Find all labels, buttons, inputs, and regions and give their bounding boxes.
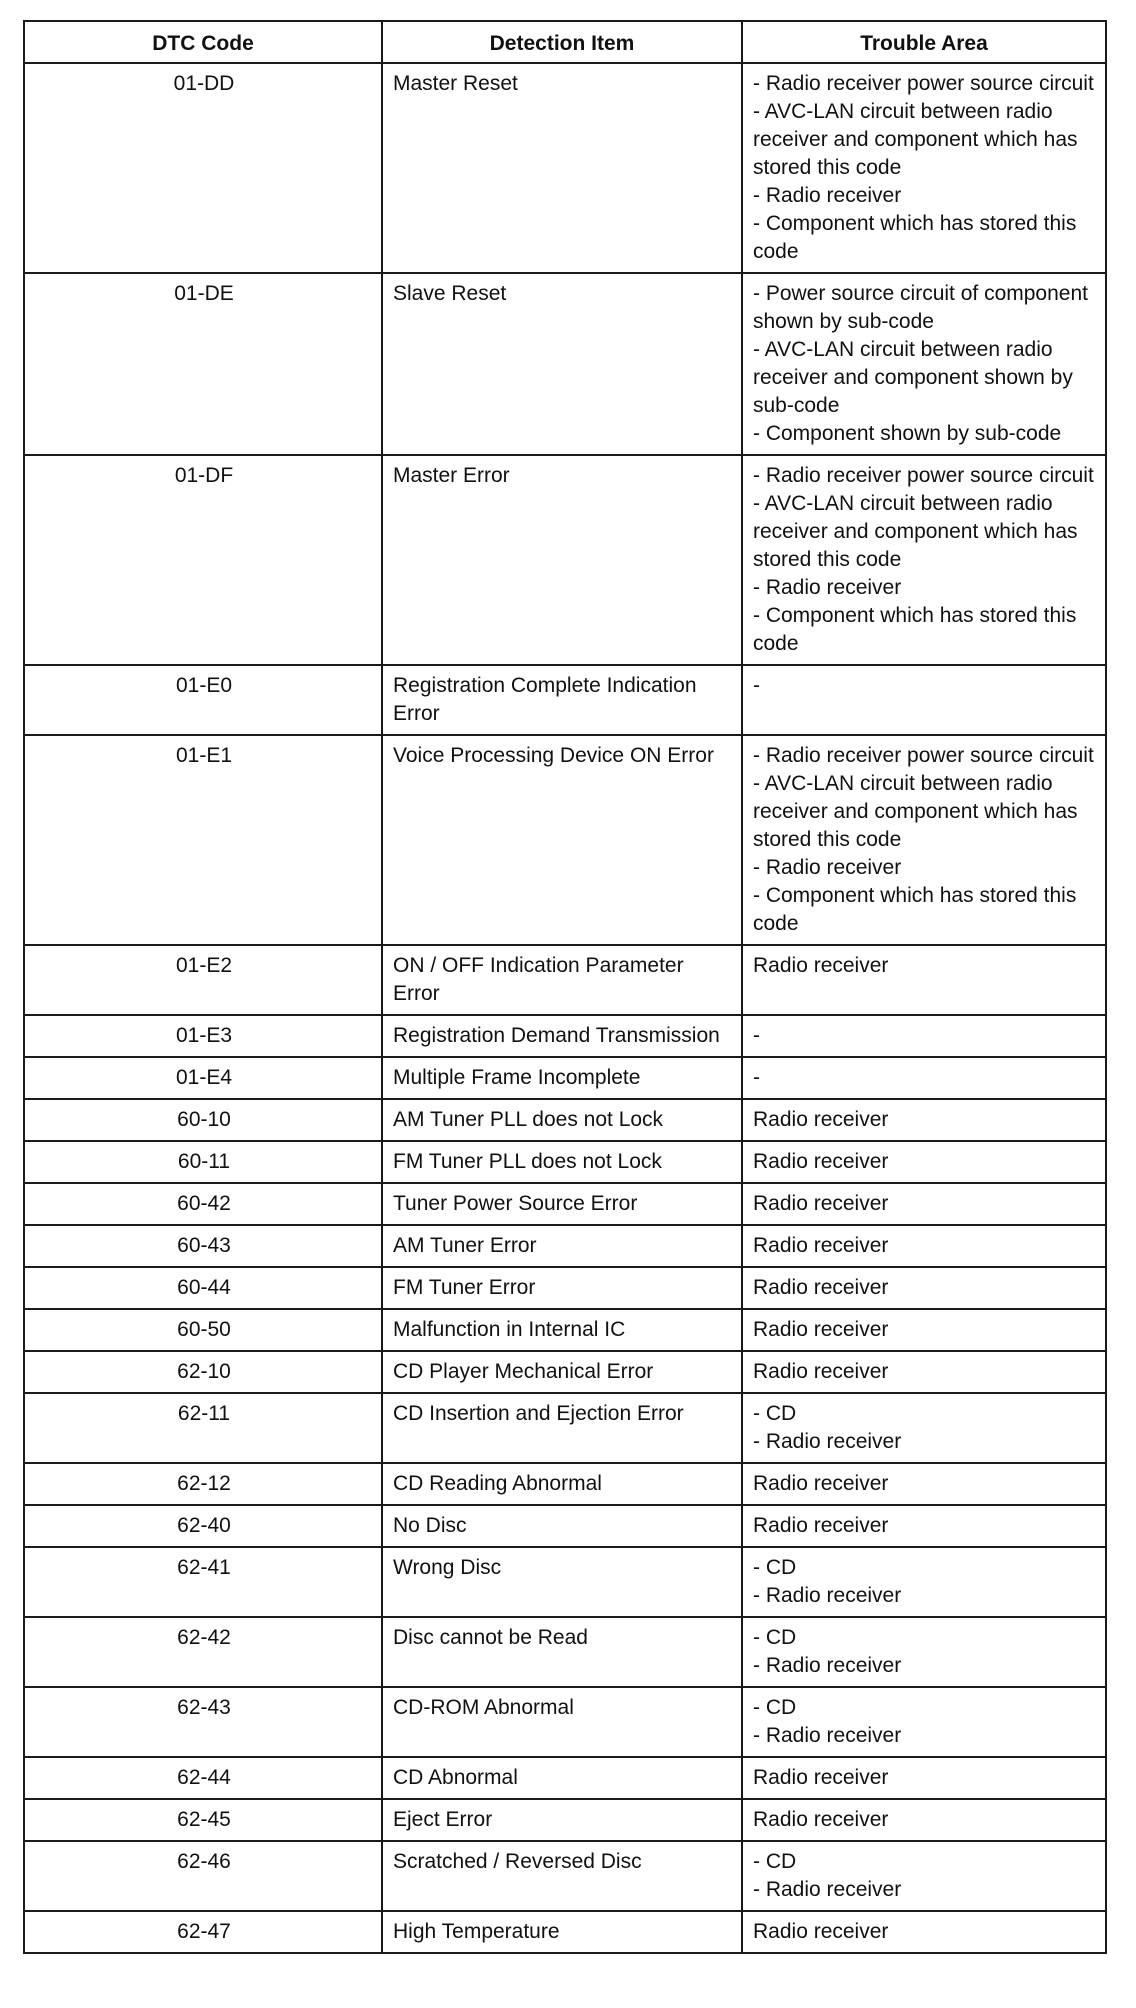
detection-item-cell: CD Insertion and Ejection Error xyxy=(382,1393,742,1463)
trouble-area-cell xyxy=(742,1225,1106,1267)
detection-item-cell: Multiple Frame Incomplete xyxy=(382,1057,742,1099)
table-row xyxy=(24,1099,1106,1141)
trouble-area-line: Radio receiver xyxy=(753,1472,889,1495)
detection-item-cell: CD-ROM Abnormal xyxy=(382,1687,742,1757)
dtc-code-cell: 01-E2 xyxy=(24,945,382,1015)
trouble-area-line: - CD xyxy=(753,1696,797,1719)
table-row xyxy=(24,1911,1106,1953)
trouble-area-cell xyxy=(742,1463,1106,1505)
detection-item-cell: Eject Error xyxy=(382,1799,742,1841)
dtc-table xyxy=(23,20,1107,1954)
dtc-code-cell: 62-12 xyxy=(24,1463,382,1505)
trouble-area-line: - Radio receiver power source circuit xyxy=(753,72,1094,95)
table-row xyxy=(24,1463,1106,1505)
detection-item-cell: Malfunction in Internal IC xyxy=(382,1309,742,1351)
trouble-area-line: - Component which has stored this code xyxy=(753,884,1077,935)
detection-item-cell: Slave Reset xyxy=(382,273,742,455)
dtc-code-cell: 60-44 xyxy=(24,1267,382,1309)
trouble-area-line: - AVC-LAN circuit between radio receiver and component which has stored this code xyxy=(753,100,1078,179)
detection-item-cell: Disc cannot be Read xyxy=(382,1617,742,1687)
header-detection-item: Detection Item xyxy=(382,21,742,63)
table-row xyxy=(24,1183,1106,1225)
trouble-area-line: Radio receiver xyxy=(753,1150,889,1173)
table-row xyxy=(24,1617,1106,1687)
trouble-area-cell xyxy=(742,1267,1106,1309)
dtc-code-cell: 01-E1 xyxy=(24,735,382,945)
detection-item-cell: High Temperature xyxy=(382,1911,742,1953)
table-row xyxy=(24,1505,1106,1547)
trouble-area-cell xyxy=(742,455,1106,665)
trouble-area-cell xyxy=(742,1547,1106,1617)
dtc-code-cell: 01-E0 xyxy=(24,665,382,735)
detection-item-cell: CD Player Mechanical Error xyxy=(382,1351,742,1393)
dtc-code-cell: 62-43 xyxy=(24,1687,382,1757)
table-row xyxy=(24,455,1106,665)
table-row xyxy=(24,1799,1106,1841)
trouble-area-line: Radio receiver xyxy=(753,1766,889,1789)
trouble-area-line: - Radio receiver xyxy=(753,184,902,207)
dtc-code-cell: 62-45 xyxy=(24,1799,382,1841)
trouble-area-line: Radio receiver xyxy=(753,1108,889,1131)
trouble-area-cell xyxy=(742,63,1106,273)
trouble-area-line: Radio receiver xyxy=(753,1920,889,1943)
table-row xyxy=(24,63,1106,273)
table-body xyxy=(24,63,1106,1953)
table-row xyxy=(24,1309,1106,1351)
dtc-code-cell: 62-11 xyxy=(24,1393,382,1463)
trouble-area-line: - Radio receiver power source circuit xyxy=(753,464,1094,487)
trouble-area-line: - Radio receiver xyxy=(753,1654,902,1677)
table-row xyxy=(24,1225,1106,1267)
trouble-area-line: - CD xyxy=(753,1402,797,1425)
dtc-code-cell: 62-40 xyxy=(24,1505,382,1547)
trouble-area-line: - AVC-LAN circuit between radio receiver and component which has stored this code xyxy=(753,492,1078,571)
trouble-area-line: - xyxy=(753,1024,760,1047)
trouble-area-cell xyxy=(742,1617,1106,1687)
detection-item-cell: AM Tuner PLL does not Lock xyxy=(382,1099,742,1141)
dtc-code-cell: 01-DE xyxy=(24,273,382,455)
trouble-area-line: - Power source circuit of component shown by sub-code xyxy=(753,282,1088,333)
trouble-area-line: - AVC-LAN circuit between radio receiver and component which has stored this code xyxy=(753,772,1078,851)
detection-item-cell: AM Tuner Error xyxy=(382,1225,742,1267)
table-row xyxy=(24,1547,1106,1617)
header-dtc-code: DTC Code xyxy=(24,21,382,63)
detection-item-cell: Voice Processing Device ON Error xyxy=(382,735,742,945)
table-row xyxy=(24,1057,1106,1099)
trouble-area-line: - Radio receiver xyxy=(753,576,902,599)
dtc-code-cell: 01-DD xyxy=(24,63,382,273)
trouble-area-cell xyxy=(742,945,1106,1015)
trouble-area-line: - Component which has stored this code xyxy=(753,212,1077,263)
trouble-area-cell xyxy=(742,665,1106,735)
table-row xyxy=(24,1351,1106,1393)
trouble-area-line: - Component which has stored this code xyxy=(753,604,1077,655)
dtc-code-cell: 62-46 xyxy=(24,1841,382,1911)
trouble-area-line: Radio receiver xyxy=(753,954,889,977)
trouble-area-line: - Radio receiver xyxy=(753,1430,902,1453)
detection-item-cell: Registration Demand Transmission xyxy=(382,1015,742,1057)
trouble-area-cell xyxy=(742,1687,1106,1757)
trouble-area-line: - Radio receiver xyxy=(753,1584,902,1607)
trouble-area-cell xyxy=(742,1799,1106,1841)
trouble-area-line: - AVC-LAN circuit between radio receiver and component shown by sub-code xyxy=(753,338,1073,417)
detection-item-cell: Master Reset xyxy=(382,63,742,273)
detection-item-cell: Master Error xyxy=(382,455,742,665)
trouble-area-cell xyxy=(742,1099,1106,1141)
dtc-code-cell: 01-E3 xyxy=(24,1015,382,1057)
table-row xyxy=(24,1267,1106,1309)
table-row xyxy=(24,1757,1106,1799)
table-row xyxy=(24,1393,1106,1463)
table-row xyxy=(24,665,1106,735)
header-trouble-area: Trouble Area xyxy=(742,21,1106,63)
detection-item-cell: ON / OFF Indication Parameter Error xyxy=(382,945,742,1015)
trouble-area-cell xyxy=(742,735,1106,945)
trouble-area-line: Radio receiver xyxy=(753,1514,889,1537)
dtc-code-cell: 62-42 xyxy=(24,1617,382,1687)
trouble-area-line: - Component shown by sub-code xyxy=(753,422,1062,445)
dtc-code-cell: 60-10 xyxy=(24,1099,382,1141)
trouble-area-line: Radio receiver xyxy=(753,1192,889,1215)
dtc-code-cell: 60-50 xyxy=(24,1309,382,1351)
header-row xyxy=(24,21,1106,63)
detection-item-cell: FM Tuner Error xyxy=(382,1267,742,1309)
trouble-area-cell xyxy=(742,1911,1106,1953)
detection-item-cell: Tuner Power Source Error xyxy=(382,1183,742,1225)
dtc-code-cell: 60-11 xyxy=(24,1141,382,1183)
trouble-area-cell xyxy=(742,1393,1106,1463)
table-row xyxy=(24,1841,1106,1911)
table-row xyxy=(24,273,1106,455)
table-row xyxy=(24,1141,1106,1183)
trouble-area-line: - xyxy=(753,674,760,697)
detection-item-cell: Scratched / Reversed Disc xyxy=(382,1841,742,1911)
trouble-area-line: - Radio receiver xyxy=(753,1724,902,1747)
detection-item-cell: Wrong Disc xyxy=(382,1547,742,1617)
table-row xyxy=(24,1687,1106,1757)
trouble-area-cell xyxy=(742,1141,1106,1183)
table-row xyxy=(24,1015,1106,1057)
trouble-area-line: - Radio receiver xyxy=(753,1878,902,1901)
dtc-code-cell: 01-E4 xyxy=(24,1057,382,1099)
trouble-area-line: Radio receiver xyxy=(753,1318,889,1341)
table-row xyxy=(24,945,1106,1015)
trouble-area-cell xyxy=(742,1015,1106,1057)
trouble-area-line: Radio receiver xyxy=(753,1276,889,1299)
trouble-area-cell xyxy=(742,1309,1106,1351)
dtc-code-cell: 62-41 xyxy=(24,1547,382,1617)
detection-item-cell: No Disc xyxy=(382,1505,742,1547)
table-header xyxy=(24,21,1106,63)
trouble-area-line: - Radio receiver xyxy=(753,856,902,879)
trouble-area-line: Radio receiver xyxy=(753,1360,889,1383)
detection-item-cell: CD Abnormal xyxy=(382,1757,742,1799)
trouble-area-cell xyxy=(742,273,1106,455)
trouble-area-cell xyxy=(742,1057,1106,1099)
table-row xyxy=(24,735,1106,945)
detection-item-cell: FM Tuner PLL does not Lock xyxy=(382,1141,742,1183)
trouble-area-cell xyxy=(742,1757,1106,1799)
trouble-area-cell xyxy=(742,1183,1106,1225)
trouble-area-line: - CD xyxy=(753,1626,797,1649)
trouble-area-cell xyxy=(742,1841,1106,1911)
trouble-area-line: Radio receiver xyxy=(753,1808,889,1831)
trouble-area-cell xyxy=(742,1351,1106,1393)
dtc-code-cell: 62-44 xyxy=(24,1757,382,1799)
trouble-area-line: Radio receiver xyxy=(753,1234,889,1257)
dtc-code-cell: 62-10 xyxy=(24,1351,382,1393)
dtc-code-cell: 60-43 xyxy=(24,1225,382,1267)
dtc-code-cell: 62-47 xyxy=(24,1911,382,1953)
trouble-area-cell xyxy=(742,1505,1106,1547)
detection-item-cell: Registration Complete Indication Error xyxy=(382,665,742,735)
trouble-area-line: - Radio receiver power source circuit xyxy=(753,744,1094,767)
trouble-area-line: - xyxy=(753,1066,760,1089)
dtc-code-cell: 60-42 xyxy=(24,1183,382,1225)
trouble-area-line: - CD xyxy=(753,1850,797,1873)
dtc-code-cell: 01-DF xyxy=(24,455,382,665)
trouble-area-line: - CD xyxy=(753,1556,797,1579)
detection-item-cell: CD Reading Abnormal xyxy=(382,1463,742,1505)
